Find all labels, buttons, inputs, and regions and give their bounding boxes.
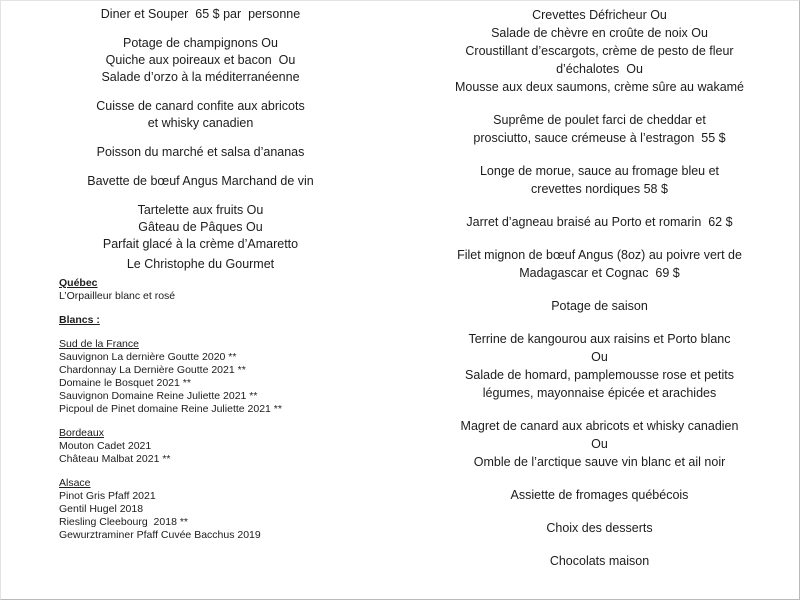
wine-item: Domaine le Bosquet 2021 ** [59,377,191,389]
wine-section [59,338,394,416]
menu-line: Longe de morue, sauce au fromage bleu et [479,164,720,178]
wine-item: Chardonnay La Dernière Goutte 2021 ** [59,364,246,376]
menu-line: Salade d’orzo à la méditerranéenne [101,70,300,84]
menu-line: Cuisse de canard confite aux abricots [96,99,305,113]
menu-line: Crevettes Défricheur Ou [532,8,667,22]
menu-line: Poisson du marché et salsa d’ananas [96,145,305,159]
wine-item: Château Malbat 2021 ** [59,453,171,465]
wine-section [59,314,394,327]
wine-region-header: Bordeaux [59,427,104,439]
menu-group [400,486,799,504]
menu-line: Suprême de poulet farci de cheddar et [493,113,706,127]
menu-line: prosciutto, sauce crémeuse à l’estragon 55 $ [473,131,726,145]
wine-section [59,427,394,466]
menu-group [400,162,799,198]
menu-line: Bavette de bœuf Angus Marchand de vin [87,174,314,188]
menu-line: Jarret d’agneau braisé au Porto et romarin 62 $ [466,215,733,229]
menu-group [400,246,799,282]
menu-line: Magret de canard aux abricots et whisky canadien [460,419,739,433]
menu-line: Parfait glacé à la crème d’Amaretto [102,237,299,251]
menu-group [400,6,799,96]
wine-list-section [1,277,400,542]
menu-group [1,6,400,23]
menu-line: Filet mignon de bœuf Angus (8oz) au poivre vert de [457,248,742,262]
menu-line: Gâteau de Pâques Ou [138,220,263,234]
menu-group [1,144,400,161]
menu-group [400,417,799,471]
menu-line: d’échalotes Ou [556,62,643,76]
gourmet-menu-section [400,6,799,570]
menu-line: légumes, mayonnaise épicée et arachides [482,386,717,400]
menu-line: Mousse aux deux saumons, crème sûre au wakamé [454,80,745,94]
menu-line: Quiche aux poireaux et bacon Ou [105,53,296,67]
wine-item: Gentil Hugel 2018 [59,503,144,515]
menu-line: Ou [591,437,608,451]
wine-item: Mouton Cadet 2021 [59,440,152,452]
menu-line: Salade de chèvre en croûte de noix Ou [491,26,708,40]
wine-region-header: Alsace [59,477,91,489]
wine-item: Picpoul de Pinet domaine Reine Juliette 2021 ** [59,403,282,415]
menu-group [400,552,799,570]
clipped-line-text: Le Christophe du Gourmet [126,257,275,271]
right-column [400,1,799,599]
partially-cropped-line [1,256,400,271]
menu-line: Chocolats maison [549,554,650,568]
menu-group [1,35,400,86]
menu-line: Omble de l’arctique sauve vin blanc et ail noir [473,455,726,469]
menu-group [1,173,400,190]
wine-item: Sauvignon La dernière Goutte 2020 ** [59,351,237,363]
menu-line: Ou [591,350,608,364]
wine-region-header: Sud de la France [59,338,139,350]
menu-group [1,98,400,132]
menu-group [400,297,799,315]
menu-group [400,213,799,231]
wine-region-header: Blancs : [59,314,100,326]
menu-group [400,519,799,537]
table-dhote-section [1,6,400,253]
wine-item: Pinot Gris Pfaff 2021 [59,490,156,502]
menu-group [1,202,400,253]
menu-line: Assiette de fromages québécois [510,488,689,502]
wine-region-header: Québec [59,277,98,289]
menu-line: Salade de homard, pamplemousse rose et petits [465,368,734,382]
menu-line: Madagascar et Cognac 69 $ [519,266,680,280]
menu-group [400,111,799,147]
wine-item: Sauvignon Domaine Reine Juliette 2021 ** [59,390,258,402]
menu-group [400,330,799,402]
wine-item: L’Orpailleur blanc et rosé [59,290,176,302]
menu-line: Diner et Souper 65 $ par personne [100,7,301,21]
menu-line: Potage de saison [551,299,648,313]
wine-section [59,277,394,303]
wine-item: Riesling Cleebourg 2018 ** [59,516,188,528]
menu-line: Tartelette aux fruits Ou [137,203,264,217]
menu-line: Potage de champignons Ou [123,36,278,50]
menu-line: Choix des desserts [546,521,653,535]
menu-line: crevettes nordiques 58 $ [531,182,668,196]
menu-line: et whisky canadien [147,116,254,130]
left-column [1,1,400,599]
wine-section [59,477,394,542]
wine-item: Gewurztraminer Pfaff Cuvée Bacchus 2019 [59,529,261,541]
menu-line: Croustillant d’escargots, crème de pesto de fleur [465,44,734,58]
menu-line: Terrine de kangourou aux raisins et Porto blanc [468,332,731,346]
